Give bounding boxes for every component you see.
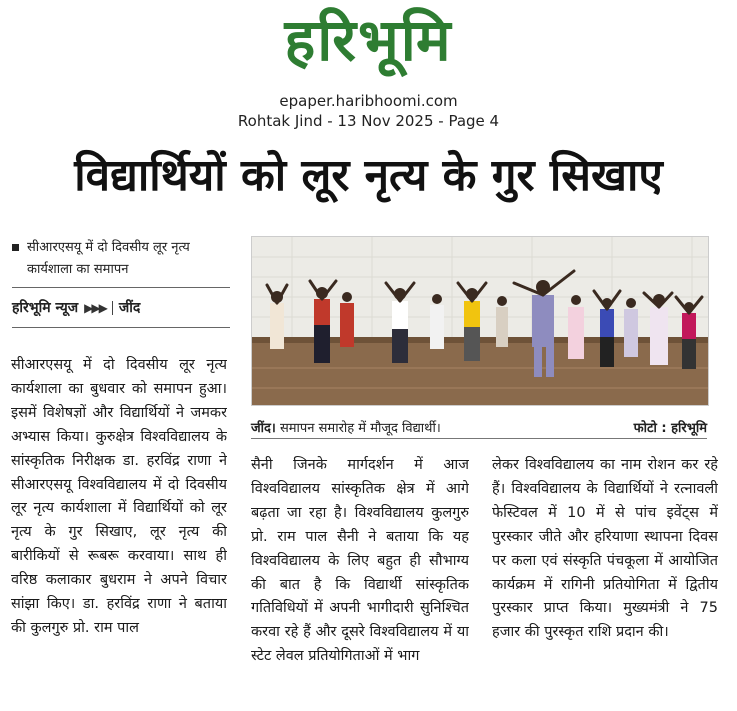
triple-arrow-icon: ▶▶▶ bbox=[84, 300, 106, 315]
byline-source: हरिभूमि न्यूज bbox=[12, 300, 79, 316]
article-column-1: सीआरएसयू में दो दिवसीय लूर नृत्य कार्यशाला का बुधवार को समापन हुआ। इसमें विशेषज्ञों और विद्यार्थियों ने जमकर अभ्यास किया। कुरुक्षेत्र विश्वविद्यालय के सांस्कृतिक निरीक्षक डा. हरविंद्र राणा ने सीआरएसयू विश्वविद्यालय में दो दिवसीय लूर नृत्य कार्यशाला में विद्यार्थियों को लूर नृत्य के गुर सिखाए, लूर नृत्य की बारीकियों से रूबरू करवाया। साथ ही वरिष्ठ कलाकार बुधराम ने अपने विचार सांझा किए। डा. हरविंद्र राणा ने बताया की कुलगुरु प्रो. राम पाल bbox=[11, 357, 227, 636]
article-summary bbox=[12, 237, 230, 281]
article-column-3: लेकर विश्वविद्यालय का नाम रोशन कर रहे हैं। विश्वविद्यालय के विद्यार्थियों ने रत्नावली फेस्टिवल में 10 में से पांच इवेंट्स में पुरस्कार जीते और हरियाणा स्थापना दिवस पर कला एवं संस्कृति पंचकूला में आयोजित कार्यक्रम में रागिनी प्रतियोगिता में द्वितीय पुरस्कार प्राप्त किया। मुख्यमंत्री ने 75 हजार की पुरस्कृत राशि प्रदान की। bbox=[492, 457, 718, 641]
article-column-2: सैनी जिनके मार्गदर्शन में आज विश्वविद्यालय सांस्कृतिक क्षेत्र में आगे बढ़ता जा रहा है। विश्वविद्यालय कुलगुरु प्रो. राम पाल सैनी ने बताया कि यह विश्वविद्यालय के लिए बहुत ही सौभाग्य की बात है कि विद्यार्थी सांस्कृतिक गतिविधियों में अपनी भागीदारी सुनिश्चित करवा रहे हैं और दूसरे विश्वविद्यालय में या स्टेट लेवल प्रतियोगिताओं में भाग bbox=[251, 457, 469, 665]
newspaper-logo: हरिभूमि bbox=[284, 6, 453, 74]
byline-separator bbox=[112, 301, 113, 315]
masthead bbox=[0, 0, 737, 80]
article-sidebar bbox=[12, 237, 230, 328]
summary-text: सीआरएसयू में दो दिवसीय लूर नृत्य कार्यशाला का समापन bbox=[27, 240, 190, 277]
byline-place: जींद bbox=[118, 300, 141, 316]
photo-caption bbox=[251, 416, 707, 439]
caption-text: समापन समारोह में मौजूद विद्यार्थी। bbox=[279, 421, 441, 436]
bullet-icon bbox=[12, 244, 19, 251]
byline bbox=[12, 298, 230, 317]
divider bbox=[12, 327, 230, 328]
caption-place: जींद। bbox=[251, 421, 276, 436]
photo-credit: फोटो : हरिभूमि bbox=[633, 421, 707, 436]
dance-workshop-photo bbox=[252, 237, 708, 405]
epaper-url[interactable]: epaper.haribhoomi.com bbox=[279, 92, 458, 110]
edition-info: Rohtak Jind - 13 Nov 2025 - Page 4 bbox=[237, 112, 500, 130]
divider bbox=[12, 287, 230, 288]
article-photo bbox=[251, 236, 709, 406]
article-headline: विद्यार्थियों को लूर नृत्य के गुर सिखाए bbox=[74, 150, 663, 201]
